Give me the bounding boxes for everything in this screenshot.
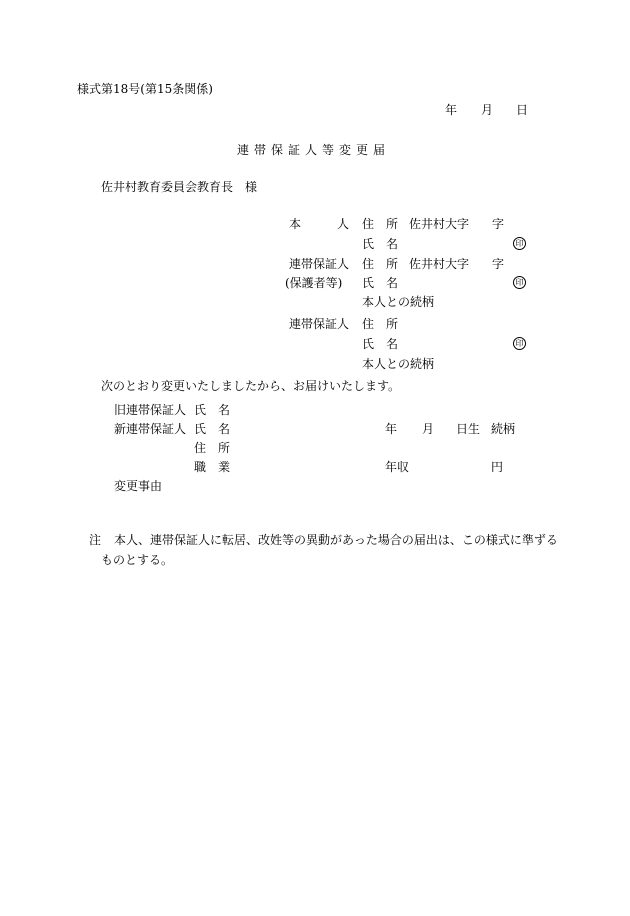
guarantor2-relation-label: 本人との続柄 [362,357,435,371]
old-guarantor-label: 旧連帯保証人 [114,403,187,417]
new-guarantor-label: 新連帯保証人 [114,422,187,436]
applicant-label: 本 人 [289,217,350,231]
birth-month-label: 月 [422,422,435,436]
guarantor2-name-label: 氏 名 [362,337,399,351]
date-day-label: 日 [516,103,529,117]
guarantor1-name-label: 氏 名 [362,276,399,290]
birth-day-label: 日生 [456,422,481,436]
applicant-seal-icon: 印 [513,237,526,250]
new-guarantor-name-label: 氏 名 [194,422,231,436]
guarantor2-address-label: 住 所 [362,317,399,331]
birth-year-label: 年 [385,422,398,436]
guarantor1-relation-label: 本人との続柄 [362,295,435,309]
change-reason-label: 変更事由 [114,479,163,493]
guarantor2-seal-icon: 印 [513,337,526,350]
date-year-label: 年 [445,103,458,117]
job-label: 職 業 [194,460,231,474]
guarantor1-address-prefix: 佐井村大字 [409,257,470,271]
relation-label: 続柄 [491,422,516,436]
note-line-2: ものとする。 [101,553,174,567]
old-guarantor-name-label: 氏 名 [194,403,231,417]
statement-text: 次のとおり変更いたしましたから、お届けいたします。 [101,379,401,393]
date-month-label: 月 [481,103,494,117]
guarantor1-label: 連帯保証人 [289,257,350,271]
addressee: 佐井村教育委員会教育長 様 [101,180,258,194]
applicant-address-label: 住 所 [362,217,399,231]
document-title: 連帯保証人等変更届 [237,143,391,157]
applicant-aza-label: 字 [492,217,505,231]
new-guarantor-address-label: 住 所 [194,441,231,455]
applicant-address-prefix: 佐井村大字 [409,217,470,231]
applicant-name-label: 氏 名 [362,237,399,251]
guarantor1-address-label: 住 所 [362,257,399,271]
yen-label: 円 [491,460,504,474]
note-line-1: 本人、連帯保証人に転居、改姓等の異動があった場合の届出は、この様式に準ずる [114,533,558,547]
form-number: 様式第18号(第15条関係) [77,82,213,96]
guarantor1-seal-icon: 印 [513,276,526,289]
note-mark: 注 [89,533,102,547]
guarantor1-sub-label: (保護者等) [285,276,343,290]
guarantor1-aza-label: 字 [492,257,505,271]
income-label: 年収 [385,460,410,474]
guarantor2-label: 連帯保証人 [289,317,350,331]
